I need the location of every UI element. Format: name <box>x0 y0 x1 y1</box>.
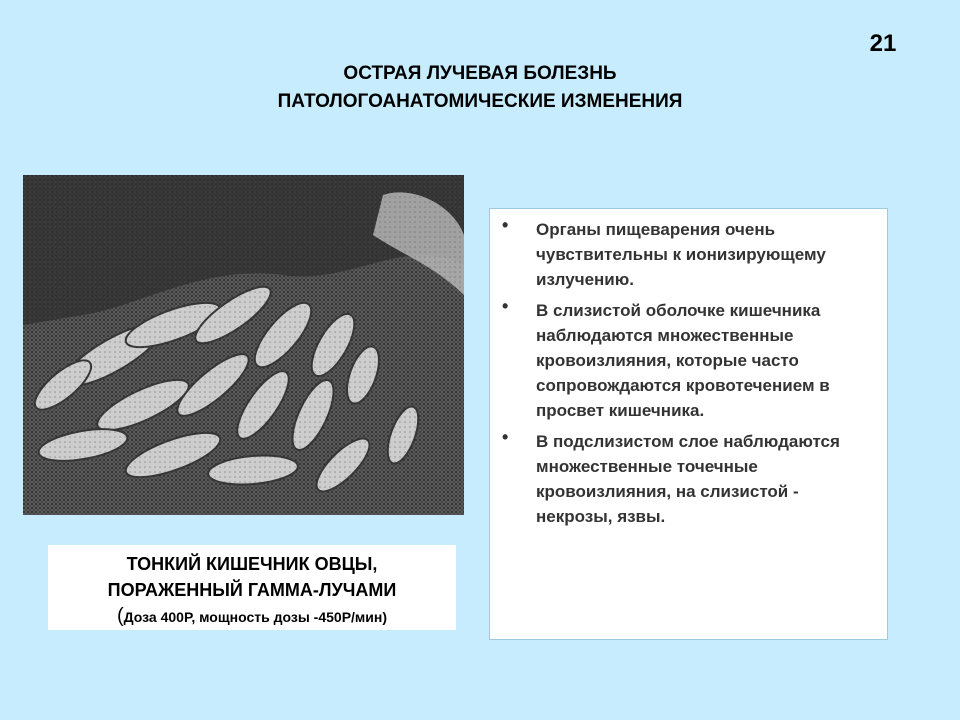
bullet-text: Органы пищеварения очень чувствительны к ионизирующему излучению. <box>536 220 826 289</box>
photo-caption <box>48 545 456 630</box>
bullet-text: В подслизистом слое наблюдаются множественные точечные кровоизлияния, на слизистой - некрозы, язвы. <box>536 432 840 526</box>
bullet-icon: • <box>502 215 509 235</box>
list-item <box>502 296 871 423</box>
list-item <box>502 427 871 529</box>
slide-number: 21 <box>869 30 897 57</box>
dose-close-paren: ) <box>382 609 388 625</box>
bullet-list <box>490 209 887 529</box>
bullet-icon: • <box>502 296 509 316</box>
caption-line-1: ТОНКИЙ КИШЕЧНИК ОВЦЫ, <box>126 554 378 574</box>
title-line-1: ОСТРАЯ ЛУЧЕВАЯ БОЛЕЗНЬ <box>343 63 617 84</box>
dose-open-paren: ( <box>116 605 124 627</box>
caption-dose <box>48 603 456 630</box>
dose-text: Доза 400Р, мощность дозы -450Р/мин <box>123 609 383 625</box>
list-item <box>502 215 871 292</box>
bullet-text: В слизистой оболочке кишечника наблюдаются множественные кровоизлияния, которые часто сопровождаются кровотечением в просвет кишечника. <box>536 301 830 420</box>
caption-line-2: ПОРАЖЕННЫЙ ГАММА-ЛУЧАМИ <box>107 580 397 600</box>
title-line-2: ПАТОЛОГОАНАТОМИЧЕСКИЕ ИЗМЕНЕНИЯ <box>277 91 683 112</box>
slide-title <box>150 60 810 116</box>
bullet-icon: • <box>502 427 509 447</box>
text-panel <box>489 208 888 640</box>
intestine-photo <box>23 175 464 515</box>
